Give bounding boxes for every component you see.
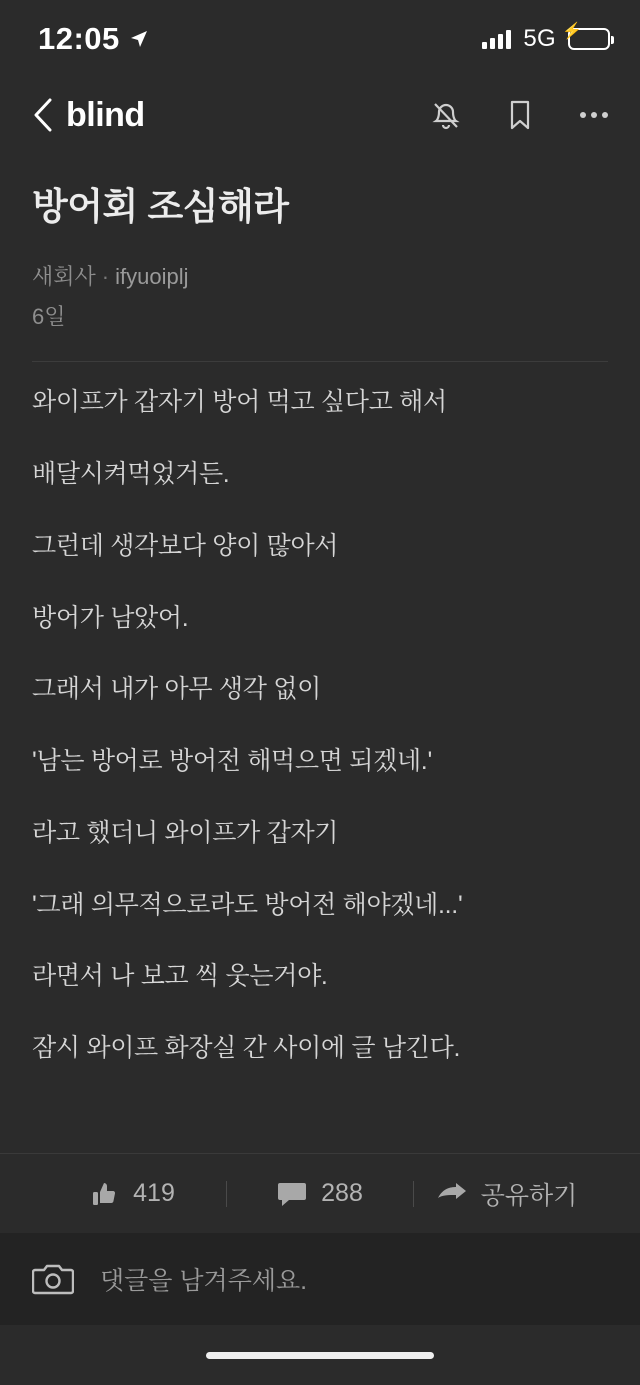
header-actions xyxy=(430,98,610,132)
post-action-bar xyxy=(0,1153,640,1233)
bell-off-icon[interactable] xyxy=(430,98,462,132)
share-label: 공유하기 xyxy=(480,1181,578,1210)
status-bar-right xyxy=(482,25,610,53)
post-date: 6일 xyxy=(32,304,66,330)
home-indicator-area xyxy=(0,1325,640,1385)
post-paragraph: 방어가 남았어. xyxy=(32,603,189,632)
cellular-signal-icon xyxy=(482,29,511,49)
app-brand-title: blind xyxy=(66,95,145,134)
post-paragraph: 와이프가 갑자기 방어 먹고 싶다고 해서 xyxy=(32,388,447,417)
location-arrow-icon xyxy=(130,30,148,48)
post-body xyxy=(32,386,608,1066)
like-button[interactable] xyxy=(40,1179,226,1208)
post-content xyxy=(0,152,640,1153)
post-paragraph: 그런데 생각보다 양이 많아서 xyxy=(32,531,339,560)
post-paragraph: 라고 했더니 와이프가 갑자기 xyxy=(32,818,339,847)
comment-input-placeholder[interactable]: 댓글을 남겨주세요. xyxy=(100,1267,308,1295)
post-paragraph: 라면서 나 보고 씩 웃는거야. xyxy=(32,962,328,991)
post-company: 새회사 xyxy=(32,264,96,290)
comment-icon xyxy=(277,1180,307,1208)
share-button[interactable] xyxy=(414,1176,600,1212)
comment-input-bar[interactable] xyxy=(0,1233,640,1325)
app-header xyxy=(0,78,640,152)
header-divider xyxy=(32,361,608,362)
comment-button[interactable] xyxy=(227,1179,413,1208)
home-indicator[interactable] xyxy=(206,1352,434,1359)
share-arrow-icon xyxy=(437,1182,467,1206)
post-paragraph: '남는 방어로 방어전 해먹으면 되겠네.' xyxy=(32,747,432,775)
post-paragraph: 그래서 내가 아무 생각 없이 xyxy=(32,675,321,704)
network-label: 5G xyxy=(523,25,556,52)
post-paragraph: '그래 의무적으로라도 방어전 해야겠네...' xyxy=(32,890,463,919)
status-bar xyxy=(0,0,640,78)
like-count: 419 xyxy=(133,1179,175,1207)
post-author[interactable]: ifyuoiplj xyxy=(115,264,189,290)
chevron-left-icon[interactable] xyxy=(26,95,60,135)
status-bar-left xyxy=(38,21,148,57)
post-paragraph: 잠시 와이프 화장실 간 사이에 글 남긴다. xyxy=(32,1034,461,1062)
status-time: 12:05 xyxy=(38,21,120,56)
page-title: 방어회 조심해라 xyxy=(32,186,289,227)
camera-icon[interactable] xyxy=(32,1262,74,1296)
post-meta xyxy=(32,260,608,333)
battery-charging-icon: ⚡ xyxy=(568,28,610,50)
post-paragraph: 배달시켜먹었거든. xyxy=(32,460,230,488)
thumbs-up-icon xyxy=(91,1180,119,1208)
meta-separator: · xyxy=(101,264,110,290)
more-options-icon[interactable] xyxy=(578,98,610,132)
bookmark-icon[interactable] xyxy=(504,98,536,132)
comment-count: 288 xyxy=(321,1179,363,1207)
